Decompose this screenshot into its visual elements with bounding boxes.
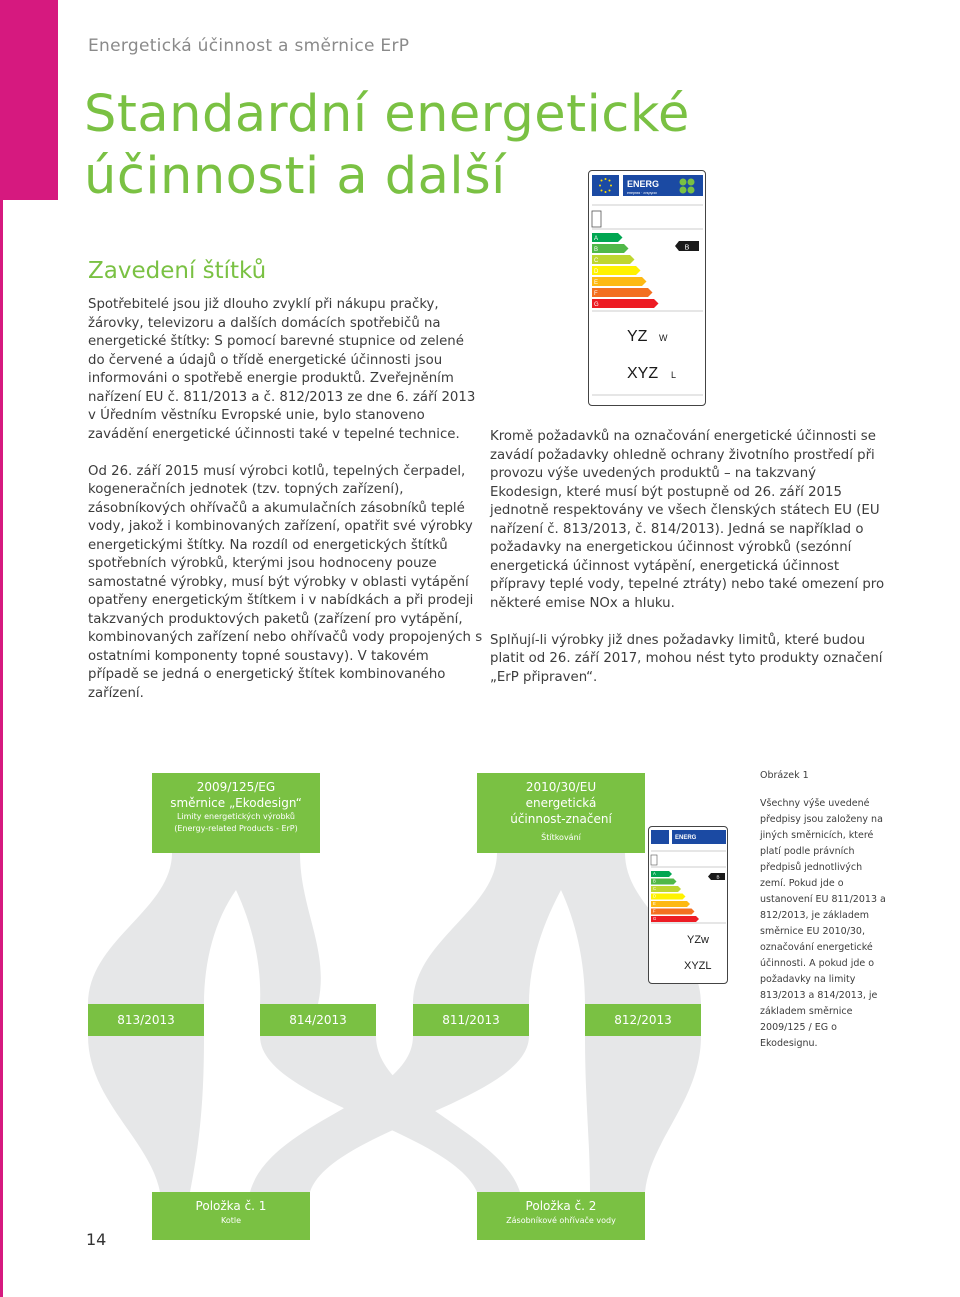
product-icon <box>592 211 601 227</box>
small-value1: YZw <box>687 934 709 946</box>
class-small-label-c: C <box>653 886 657 891</box>
class-small-label-e: E <box>653 901 656 906</box>
class-bar-g <box>592 299 659 308</box>
right-paragraph-1: Kromě požadavků na označování energetické účinnosti se zavádí požadavky ohledně ochrany životního prostředí při provozu výše uvedených produktů – na takzvaný Ekodesign, které musí být postupně od 26. září 2015 jednotně respektovány ve všech členských státech EU (EU nařízení č. 813/2013, č. 814/2013). Jedná se například o požadavky na energetickou účinnost výrobků (sezónní energetická účinnost vytápění, energetická účinnost přípravy teplé vody, tepelné ztráty) nebo také omezení pro některé emise NOx a hluku. <box>490 429 885 611</box>
unit1-text: W <box>659 333 668 343</box>
rating-letter: B <box>684 244 690 252</box>
class-label-d: D <box>594 269 599 275</box>
energy-label-small <box>648 826 728 984</box>
left-paragraph-2: Od 26. září 2015 musí výrobci kotlů, tepelných čerpadel, kogeneračních jednotek (tzv. topných zařízení), zásobníkových ohřívačů a akumulačních zásobníků teplé vody, jakož i kombinovaných zařízení, opatřit své výrobky energetickými štítky. Na rozdíl od energetických štítků spotřebních výrobků, kterými jsou hodnoceny pouze samostatné výrobky, musí být výrobky v oblasti vytápění opatřeny energetickým štítkem i v nabídkách a při prodeji takzvaných produktových paketů (zařízení pro vytápění, kombinovaných zařízení nebo ohřívačů vody propojených s ostatními komponenty topné soustavy). V takovém případě se jedná o energetický štítek kombinovaného zařízení. <box>88 463 483 701</box>
page-number: 14 <box>86 1230 107 1249</box>
class-bar-f <box>592 288 653 297</box>
regulation-label-box <box>477 773 645 853</box>
energ-small-text: ENERG <box>675 835 697 841</box>
energ-subtext: енергия · ενεργεια <box>627 191 657 195</box>
figure-caption <box>760 768 890 1052</box>
side-tab-subtitle: zásobníkové ohřívače pitné vody / akumulační zásobníky <box>82 29 89 194</box>
class-label-b: B <box>594 247 599 253</box>
class-bar-e <box>592 277 647 286</box>
unit2-text: L <box>671 370 677 380</box>
page-title-line1: Standardní energetické <box>84 85 690 144</box>
value1-text: YZ <box>627 328 648 345</box>
class-small-bar-g <box>651 916 699 922</box>
section-heading: Zavedení štítků <box>88 258 267 284</box>
regulation-erp-desc: Limity energetických výrobků <box>176 812 296 821</box>
energy-label-graphic <box>589 171 707 407</box>
class-label-g: G <box>594 302 599 308</box>
regulation-label-name2: účinnost-značení <box>510 812 612 826</box>
class-label-c: C <box>594 258 599 264</box>
left-column <box>88 296 483 722</box>
rating-small-letter: B <box>716 874 720 880</box>
class-label-e: E <box>594 280 599 286</box>
class-bar-d <box>592 266 641 275</box>
item-2-box <box>477 1192 645 1240</box>
regulation-814-box: 814/2013 <box>260 1004 376 1036</box>
item-2-title: Položka č. 2 <box>525 1199 597 1213</box>
small-value2: XYZL <box>684 960 712 972</box>
item-1-box <box>152 1192 310 1240</box>
item-1-title: Položka č. 1 <box>195 1199 267 1213</box>
side-tab <box>0 0 89 200</box>
side-tab-title: Informace <box>66 140 80 194</box>
class-small-label-f: F <box>653 908 656 914</box>
efficiency-scale-small <box>651 871 699 922</box>
class-bar-c <box>592 255 635 264</box>
value2-text: XYZ <box>627 365 659 382</box>
item-2-subtitle: Zásobníkové ohřívače vody <box>506 1216 616 1225</box>
efficiency-scale <box>592 233 659 308</box>
right-column <box>490 428 890 706</box>
regulation-811-box: 811/2013 <box>413 1004 529 1036</box>
page-title-line2: účinnosti a další <box>84 147 506 206</box>
energy-label-small-graphic <box>649 827 729 985</box>
item-1-subtitle: Kotle <box>220 1216 242 1225</box>
class-label-f: F <box>594 291 598 297</box>
class-small-label-g: G <box>653 916 657 921</box>
class-small-label-a: A <box>653 871 656 876</box>
regulation-812-box: 812/2013 <box>585 1004 701 1036</box>
regulation-erp-name: směrnice „Ekodesign“ <box>170 796 302 810</box>
energy-label-large <box>588 170 706 406</box>
caption-title: Obrázek 1 <box>760 770 809 781</box>
right-paragraph-2: Splňují-li výrobky již dnes požadavky limitů, které budou platit od 26. září 2017, mohou nést tyto produkty označení „ErP připraven“. <box>490 632 883 685</box>
regulation-label-desc: Štítkování <box>541 833 581 842</box>
class-label-a: A <box>594 236 599 242</box>
caption-text: Všechny výše uvedené předpisy jsou založeny na jiných směrnicích, které platí podle právních předpisů jednotlivých zemí. Pokud jde o ustanovení EU 811/2013 a 812/2013, je základem směrnice EU 2010/30, označování energetické účinnosti. A pokud jde o požadavky na limity 813/2013 a 814/2013, je základem směrnice 2009/125 / EG o Ekodesignu. <box>760 798 886 1049</box>
regulation-label-name1: energetická <box>525 796 597 810</box>
class-small-label-b: B <box>653 878 656 884</box>
eu-flag-small-icon <box>651 830 669 844</box>
regulation-813-box: 813/2013 <box>88 1004 204 1036</box>
class-small-bar-e <box>651 901 690 907</box>
regulation-erp-number: 2009/125/EG <box>196 780 276 794</box>
energ-text: ENERG <box>627 179 660 189</box>
left-paragraph-1: Spotřebitelé jsou již dlouho zvyklí při nákupu pračky, žárovky, televizoru a dalších domácích spotřebičů na energetické štítky: S pomocí barevné stupnice od zelené do červené a údajů o třídě energetické účinnosti jsou informováni o spotřebě energie produktů. Zveřejněním nařízení EU č. 811/2013 a č. 812/2013 ze dne 6. září 2013 v Úředním věstníku Evropské unie, bylo stanoveno zavádění energetické účinnosti také v tepelné technice. <box>88 297 476 442</box>
class-small-bar-d <box>651 894 686 900</box>
class-small-label-d: D <box>653 893 657 899</box>
regulation-erp-desc2: (Energy-related Products - ErP) <box>174 824 298 833</box>
regulation-label-number: 2010/30/EU <box>525 780 597 794</box>
class-small-bar-f <box>651 909 695 915</box>
running-head: Energetická účinnost a směrnice ErP <box>88 36 410 56</box>
regulation-erp-box <box>152 773 320 853</box>
